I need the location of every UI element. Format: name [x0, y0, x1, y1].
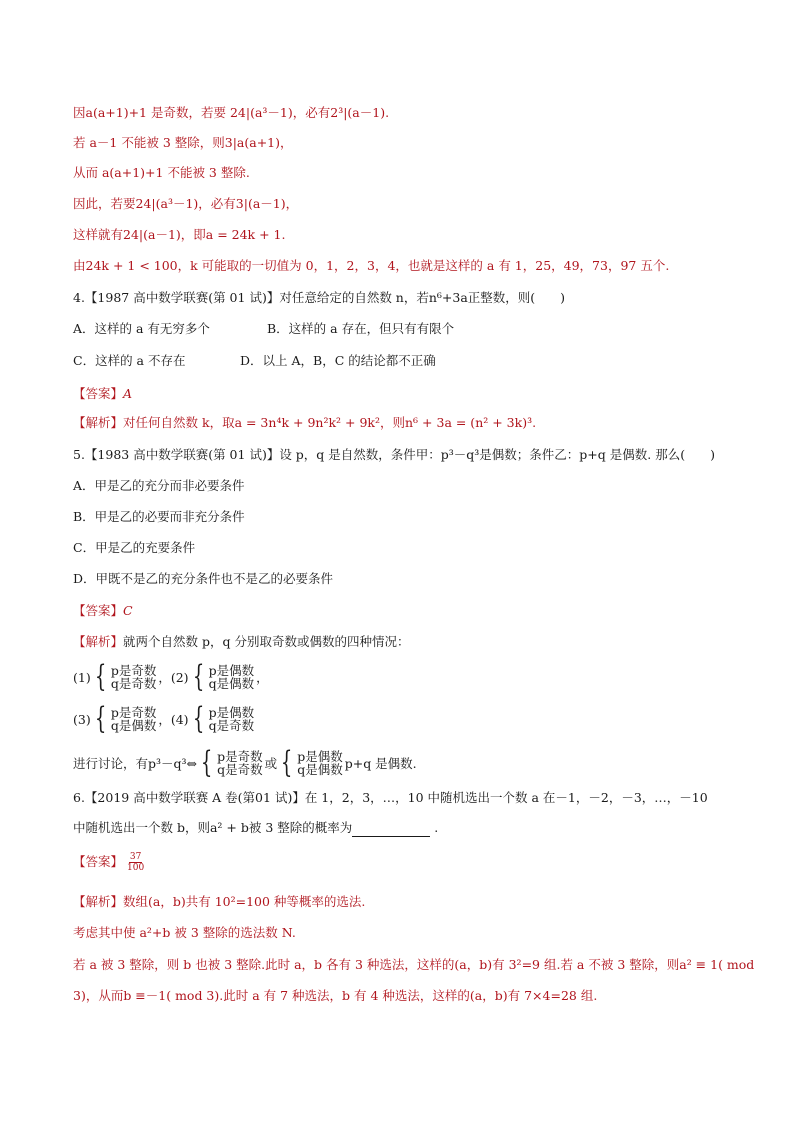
q6-analysis-2: 考虑其中使 a²+b 被 3 整除的选法数 N. [73, 925, 296, 940]
conclusion-text: p+q 是偶数. [344, 756, 417, 771]
answer-label: 【答案】 [73, 854, 124, 869]
answer-fraction [127, 852, 144, 873]
case-bottom: q是奇数 [208, 718, 255, 733]
analysis-label: 【解析】 [73, 415, 124, 430]
case-top: p是偶数 [208, 663, 255, 678]
case-bottom: q是奇数 [217, 762, 263, 777]
q4-option-c: C．这样的 a 不存在 [73, 353, 186, 368]
q4-analysis [73, 414, 536, 432]
stem-end: . [430, 820, 439, 835]
q4-option-b: B．这样的 a 存在，但只有有限个 [267, 321, 455, 336]
answer-blank [352, 824, 430, 837]
question-6-stem-1: 6.【2019 高中数学联赛 A 卷(第01 试)】在 1，2，3，…，10 中随机选出一个数 a 在－1，－2，－3，…，－10 [73, 790, 708, 805]
conclusion-or: 或 [264, 756, 278, 771]
brace-icon: { [192, 701, 204, 736]
case-bottom: q是偶数 [110, 718, 157, 733]
case-2 [189, 659, 255, 694]
case-top: p是奇数 [110, 663, 157, 678]
conclusion-text: 进行讨论，有p³－q³⇔ [73, 756, 197, 771]
case-label: ，(2) [158, 670, 189, 685]
text-line: 若 a－1 不能被 3 整除，则3|a(a+1)， [73, 135, 293, 150]
text-line: 因此，若要24|(a³－1)，必有3|(a－1)， [73, 196, 299, 211]
analysis-text: 数组(a，b)共有 10²=100 种等概率的选法. [123, 894, 366, 909]
analysis-label: 【解析】 [73, 894, 124, 909]
text-line: 这样就有24|(a－1)，即a = 24k + 1. [73, 227, 286, 242]
analysis-label: 【解析】 [73, 634, 124, 649]
q4-option-a: A．这样的 a 有无穷多个 [73, 321, 210, 336]
fraction-denominator: 100 [127, 863, 145, 873]
analysis-text: 对任何自然数 k，取a = 3n⁴k + 9n²k² + 9k²，则n⁶ + 3a = (n² + 3k)³. [123, 415, 537, 430]
q6-analysis-3: 若 a 被 3 整除，则 b 也被 3 整除.此时 a，b 各有 3 种选法，这样的(a，b)有 3²=9 组.若 a 不被 3 整除，则a² ≡ 1( mod [73, 957, 755, 972]
brace-icon: { [280, 745, 293, 780]
case-label: (3) [73, 711, 91, 727]
q5-option-d: D．甲既不是乙的充分条件也不是乙的必要条件 [73, 571, 334, 586]
case-top: p是偶数 [208, 705, 255, 720]
case-4 [189, 701, 255, 736]
brace-icon: { [192, 659, 204, 694]
q4-option-d: D．以上 A，B，C 的结论都不正确 [240, 353, 436, 368]
q6-answer [73, 852, 144, 873]
answer-label: 【答案】 [73, 603, 124, 618]
analysis-text: 就两个自然数 p，q 分别取奇数或偶数的四种情况： [123, 634, 410, 649]
q6-analysis-1 [73, 893, 365, 911]
q5-conclusion [73, 745, 417, 780]
q5-option-b: B．甲是乙的必要而非充分条件 [73, 509, 245, 524]
q5-analysis [73, 633, 409, 651]
q5-cases-row-2 [73, 701, 256, 736]
case-label: ，(4) [158, 712, 189, 727]
fraction-numerator: 37 [129, 852, 142, 862]
q5-option-a: A．甲是乙的充分而非必要条件 [73, 478, 245, 493]
q4-answer [73, 385, 132, 403]
case-label: (1) [73, 669, 91, 685]
q5-cases-row-1 [73, 659, 269, 694]
case-top: p是奇数 [110, 705, 157, 720]
question-4-stem: 4.【1987 高中数学联赛(第 01 试)】对任意给定的自然数 n，若n⁶+3a正整数，则( ) [73, 290, 566, 305]
answer-value: C [123, 603, 133, 618]
answer-value: A [123, 386, 133, 401]
stem-text: 中随机选出一个数 b，则a² + b被 3 整除的概率为 [73, 820, 353, 835]
brace-icon: { [200, 745, 213, 780]
brace-icon: { [94, 659, 106, 694]
text-line: 从而 a(a+1)+1 不能被 3 整除. [73, 165, 250, 180]
case-bottom: q是偶数 [208, 676, 255, 691]
conclusion-case-2 [277, 745, 343, 780]
case-top: p是奇数 [217, 749, 263, 764]
q6-analysis-4: 3)，从而b ≡－1( mod 3).此时 a 有 7 种选法，b 有 4 种选法，这样的(a，b)有 7×4=28 组. [73, 988, 598, 1003]
answer-label: 【答案】 [73, 386, 124, 401]
question-5-stem: 5.【1983 高中数学联赛(第 01 试)】设 p，q 是自然数，条件甲：p³－q³是偶数；条件乙：p+q 是偶数. 那么( ) [73, 447, 715, 462]
conclusion-case-1 [197, 745, 263, 780]
text-line: 因a(a+1)+1 是奇数，若要 24|(a³－1)，必有2³|(a－1). [73, 105, 390, 120]
q5-answer [73, 602, 133, 620]
case-bottom: q是奇数 [110, 676, 157, 691]
brace-icon: { [94, 701, 106, 736]
case-bottom: q是偶数 [297, 762, 343, 777]
case-3 [91, 701, 157, 736]
case-1 [91, 659, 157, 694]
question-6-stem-2 [73, 819, 438, 837]
q5-option-c: C．甲是乙的充要条件 [73, 540, 196, 555]
case-top: p是偶数 [297, 749, 343, 764]
text-line: 由24k + 1 < 100，k 可能取的一切值为 0，1，2，3，4，也就是这样的 a 有 1，25，49，73，97 五个. [73, 258, 670, 273]
separator: ， [256, 670, 269, 685]
